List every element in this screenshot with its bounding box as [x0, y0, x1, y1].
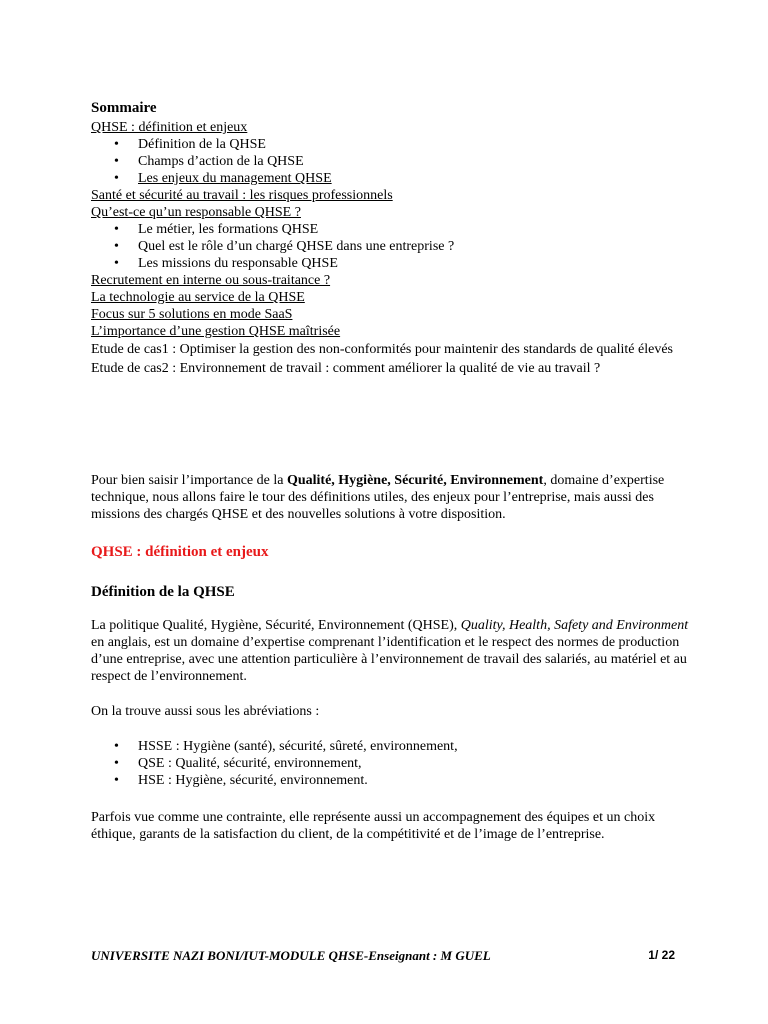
toc-link-section4[interactable]: Recrutement en interne ou sous-traitance ? [91, 273, 331, 288]
toc-subitem: • Champs d’action de la QHSE [138, 153, 691, 170]
vertical-spacer [91, 378, 691, 472]
toc-link-section7[interactable]: L’importance d’une gestion QHSE maîtrisée [91, 324, 341, 339]
page-content [91, 99, 691, 843]
abbreviation-item: • QSE : Qualité, sécurité, environnement, [138, 755, 691, 772]
toc-title: Sommaire [91, 100, 157, 116]
toc-subitem: • Quel est le rôle d’un chargé QHSE dans une entreprise ? [138, 238, 691, 255]
page-footer [91, 948, 675, 964]
page-number: 1/ 22 [648, 948, 675, 962]
section-heading-qhse: QHSE : définition et enjeux [91, 544, 269, 560]
toc-case-study-2: Etude de cas2 : Environnement de travail : comment améliorer la qualité de vie au travail ? [91, 361, 601, 376]
footer-text: UNIVERSITE NAZI BONI/IUT-MODULE QHSE-Enseignant : M GUEL [91, 948, 491, 963]
toc-subitem: • Les missions du responsable QHSE [138, 255, 691, 272]
subsection-heading-definition: Définition de la QHSE [91, 584, 235, 600]
abbreviation-item: • HSSE : Hygiène (santé), sécurité, sûreté, environnement, [138, 738, 691, 755]
toc-link-section5[interactable]: La technologie au service de la QHSE [91, 290, 305, 305]
toc-subitem: • Le métier, les formations QHSE [138, 221, 691, 238]
abbreviation-item: • HSE : Hygiène, sécurité, environnement. [138, 772, 691, 789]
definition-english-term: Quality, Health, Safety and Environment [460, 618, 689, 633]
toc-case-study-1: Etude de cas1 : Optimiser la gestion des non-conformités pour maintenir des standards de qualité élevés [91, 342, 674, 357]
toc-subitem: • Définition de la QHSE [138, 136, 691, 153]
toc-sublist-section1 [91, 136, 691, 187]
definition-paragraph: La politique Qualité, Hygiène, Sécurité, Environnement (QHSE), Quality, Health, Safety and Environment en anglais, est un domaine d’expertise comprenant l’identification et le respect des normes de production d’une entreprise, avec une attention particulière à l’environnement de travail des salariés, au matériel et au respect de l’environnement. [91, 618, 689, 684]
toc-subitem-link[interactable]: • Les enjeux du management QHSE [138, 170, 691, 187]
abbreviations-intro: On la trouve aussi sous les abréviations : [91, 704, 320, 719]
toc-link-section1[interactable]: QHSE : définition et enjeux [91, 120, 248, 135]
intro-bold-term: Qualité, Hygiène, Sécurité, Environnement [286, 473, 544, 488]
toc-link-section6[interactable]: Focus sur 5 solutions en mode SaaS [91, 307, 293, 322]
toc-link-section3[interactable]: Qu’est-ce qu’un responsable QHSE ? [91, 205, 301, 220]
toc-sublist-section3 [91, 221, 691, 272]
intro-paragraph: Pour bien saisir l’importance de la Qualité, Hygiène, Sécurité, Environnement, domaine d’expertise technique, nous allons faire le tour des définitions utiles, des enjeux pour l’entreprise, mais aussi des missions des chargés QHSE et des nouvelles solutions à votre disposition. [91, 473, 665, 522]
abbreviations-list [91, 738, 691, 789]
closing-paragraph: Parfois vue comme une contrainte, elle représente aussi un accompagnement des équipes et un choix éthique, garants de la satisfaction du client, de la compétitivité et de l’image de l’entreprise. [91, 810, 656, 842]
toc-link-section2[interactable]: Santé et sécurité au travail : les risques professionnels [91, 188, 393, 203]
